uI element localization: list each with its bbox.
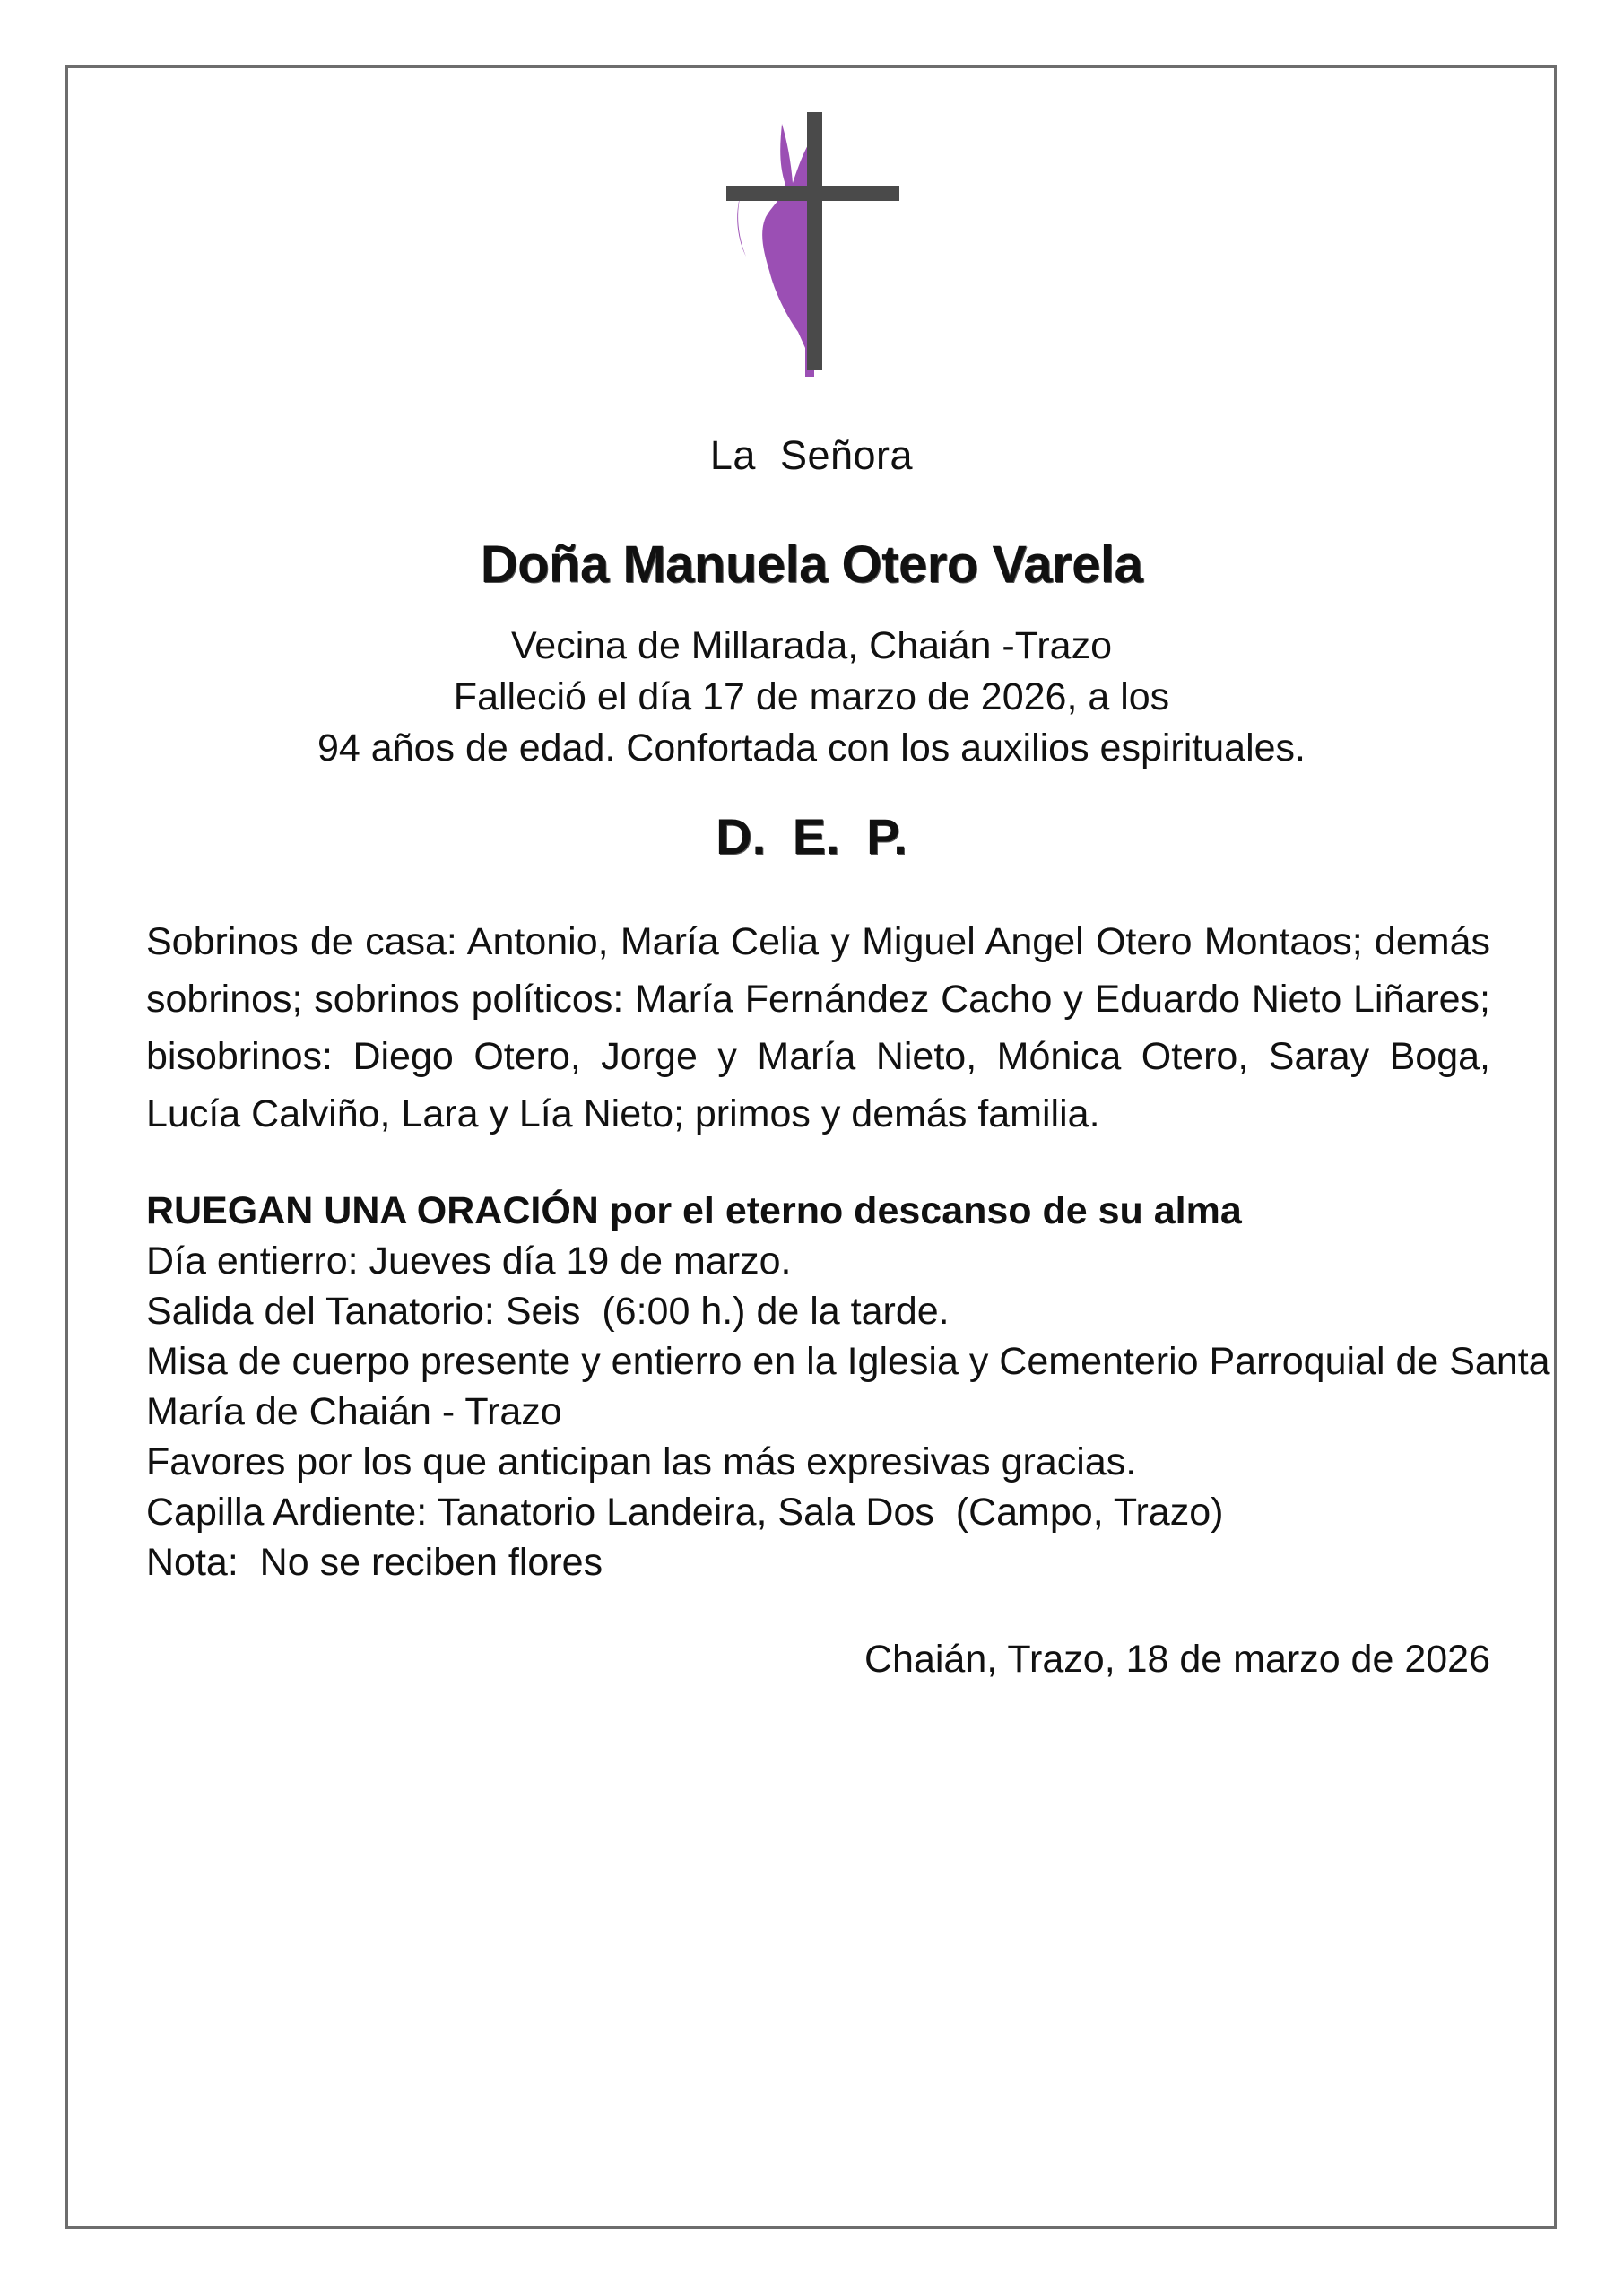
notice-border bbox=[65, 65, 1557, 2229]
title-prefix: La Señora bbox=[709, 432, 914, 478]
cross-with-flame-icon bbox=[726, 108, 906, 377]
place-and-date: Chaián, Trazo, 18 de marzo de 2026 bbox=[864, 1638, 1490, 1681]
prayer-request: RUEGAN UNA ORACIÓN por el eterno descanso de su alma bbox=[146, 1189, 1242, 1232]
flame-shape bbox=[737, 124, 814, 377]
bio-line: Vecina de Millarada, Chaián -Trazo bbox=[510, 624, 1113, 667]
arrangement-line: Favores por los que anticipan las más expresivas gracias. bbox=[146, 1440, 1137, 1483]
arrangement-line: Día entierro: Jueves día 19 de marzo. bbox=[146, 1239, 792, 1283]
arrangements-block bbox=[146, 1186, 1550, 1587]
dep-heading: D. E. P. bbox=[716, 808, 907, 865]
arrangement-line: María de Chaián - Trazo bbox=[146, 1390, 562, 1433]
cross-vertical-beam bbox=[807, 112, 822, 370]
bio-line: 94 años de edad. Confortada con los auxilios espirituales. bbox=[317, 726, 1306, 770]
cross-horizontal-beam bbox=[726, 186, 899, 201]
deceased-name: Doña Manuela Otero Varela bbox=[480, 535, 1143, 594]
bio-line: Falleció el día 17 de marzo de 2026, a los bbox=[453, 675, 1170, 718]
bio-block bbox=[0, 621, 1623, 774]
arrangement-line: Nota: No se reciben flores bbox=[146, 1541, 603, 1584]
arrangement-line: Capilla Ardiente: Tanatorio Landeira, Sala Dos (Campo, Trazo) bbox=[146, 1491, 1224, 1534]
arrangement-line: Salida del Tanatorio: Seis (6:00 h.) de la tarde. bbox=[146, 1290, 950, 1333]
arrangement-line: Misa de cuerpo presente y entierro en la Iglesia y Cementerio Parroquial de Santa bbox=[146, 1340, 1550, 1383]
family-paragraph: Sobrinos de casa: Antonio, María Celia y Miguel Angel Otero Montaos; demás sobrinos; sobrinos políticos: María Fernández Cacho y Eduardo Nieto Liñares; bisobrinos: Diego Otero, Jorge y María Nieto, Mónica Otero, Saray Boga, Lucía Calviño, Lara y Lía Nieto; primos y demás familia. bbox=[146, 920, 1490, 1135]
